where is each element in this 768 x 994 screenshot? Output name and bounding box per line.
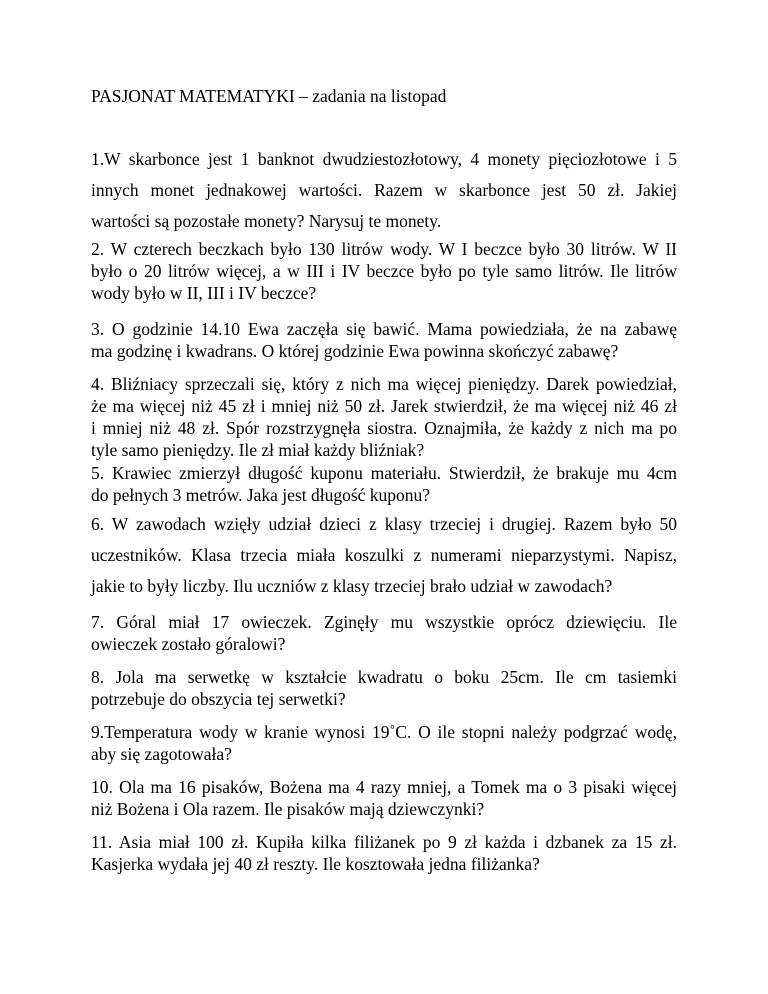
- task-line: tyle samo pieniędzy. Ile zł miał każdy bliźniak?: [91, 440, 425, 460]
- task-line: aby się zagotowała?: [91, 744, 232, 764]
- task-2: [91, 238, 677, 304]
- task-line: potrzebuje do obszycia tej serwetki?: [91, 689, 346, 709]
- task-9: [91, 721, 677, 765]
- task-line: wody było w II, III i IV beczce?: [91, 283, 317, 303]
- task-line: niż Bożena i Ola razem. Ile pisaków mają dziewczynki?: [91, 799, 485, 819]
- task-7: [91, 611, 677, 655]
- task-10: [91, 776, 677, 820]
- task-line: 4. Bliźniacy sprzeczali się, który z nich ma więcej pieniędzy. Darek powiedział,: [91, 374, 677, 394]
- task-11: [91, 831, 677, 875]
- task-line: 10. Ola ma 16 pisaków, Bożena ma 4 razy mniej, a Tomek ma o 3 pisaki więcej: [91, 777, 677, 797]
- task-line: było o 20 litrów więcej, a w III i IV beczce było po tyle samo litrów. Ile litrów: [91, 261, 677, 281]
- task-line: i mniej niż 48 zł. Spór rozstrzygnęła siostra. Oznajmiła, że każdy z nich ma po: [91, 418, 677, 438]
- task-line: 1.W skarbonce jest 1 banknot dwudziestozłotowy, 4 monety pięciozłotowe i 5: [91, 149, 677, 169]
- task-line: że ma więcej niż 45 zł i mniej niż 50 zł. Jarek stwierdził, że ma więcej niż 46 zł: [91, 396, 677, 416]
- task-line: 9.Temperatura wody w kranie wynosi 19˚C. O ile stopni należy podgrzać wodę,: [91, 722, 677, 742]
- task-8: [91, 666, 677, 710]
- task-4: [91, 373, 677, 461]
- task-line: do pełnych 3 metrów. Jaka jest długość kuponu?: [91, 485, 431, 505]
- task-line: 2. W czterech beczkach było 130 litrów wody. W I beczce było 30 litrów. W II: [91, 239, 677, 259]
- task-line: wartości są pozostałe monety? Narysuj te monety.: [91, 211, 442, 231]
- task-line: Kasjerka wydała jej 40 zł reszty. Ile kosztowała jedna filiżanka?: [91, 854, 540, 874]
- task-3: [91, 318, 677, 362]
- task-line: ma godzinę i kwadrans. O której godzinie Ewa powinna skończyć zabawę?: [91, 341, 619, 361]
- task-6: [91, 509, 677, 602]
- task-line: jakie to były liczby. Ilu uczniów z klasy trzeciej brało udział w zawodach?: [91, 576, 613, 596]
- task-1: [91, 144, 677, 237]
- task-line: 7. Góral miał 17 owieczek. Zginęły mu wszystkie oprócz dziewięciu. Ile: [91, 612, 677, 632]
- task-line: uczestników. Klasa trzecia miała koszulki z numerami nieparzystymi. Napisz,: [91, 545, 677, 565]
- task-line: innych monet jednakowej wartości. Razem w skarbonce jest 50 zł. Jakiej: [91, 180, 677, 200]
- task-line: 11. Asia miał 100 zł. Kupiła kilka filiżanek po 9 zł każda i dzbanek za 15 zł.: [91, 832, 677, 852]
- document-title: PASJONAT MATEMATYKI – zadania na listopad: [91, 86, 447, 106]
- task-5: [91, 462, 677, 506]
- task-line: 3. O godzinie 14.10 Ewa zaczęła się bawić. Mama powiedziała, że na zabawę: [91, 319, 677, 339]
- task-line: 8. Jola ma serwetkę w kształcie kwadratu o boku 25cm. Ile cm tasiemki: [91, 667, 677, 687]
- task-line: 5. Krawiec zmierzył długość kuponu materiału. Stwierdził, że brakuje mu 4cm: [91, 463, 677, 483]
- task-line: 6. W zawodach wzięły udział dzieci z klasy trzeciej i drugiej. Razem było 50: [91, 514, 677, 534]
- task-line: owieczek zostało góralowi?: [91, 634, 286, 654]
